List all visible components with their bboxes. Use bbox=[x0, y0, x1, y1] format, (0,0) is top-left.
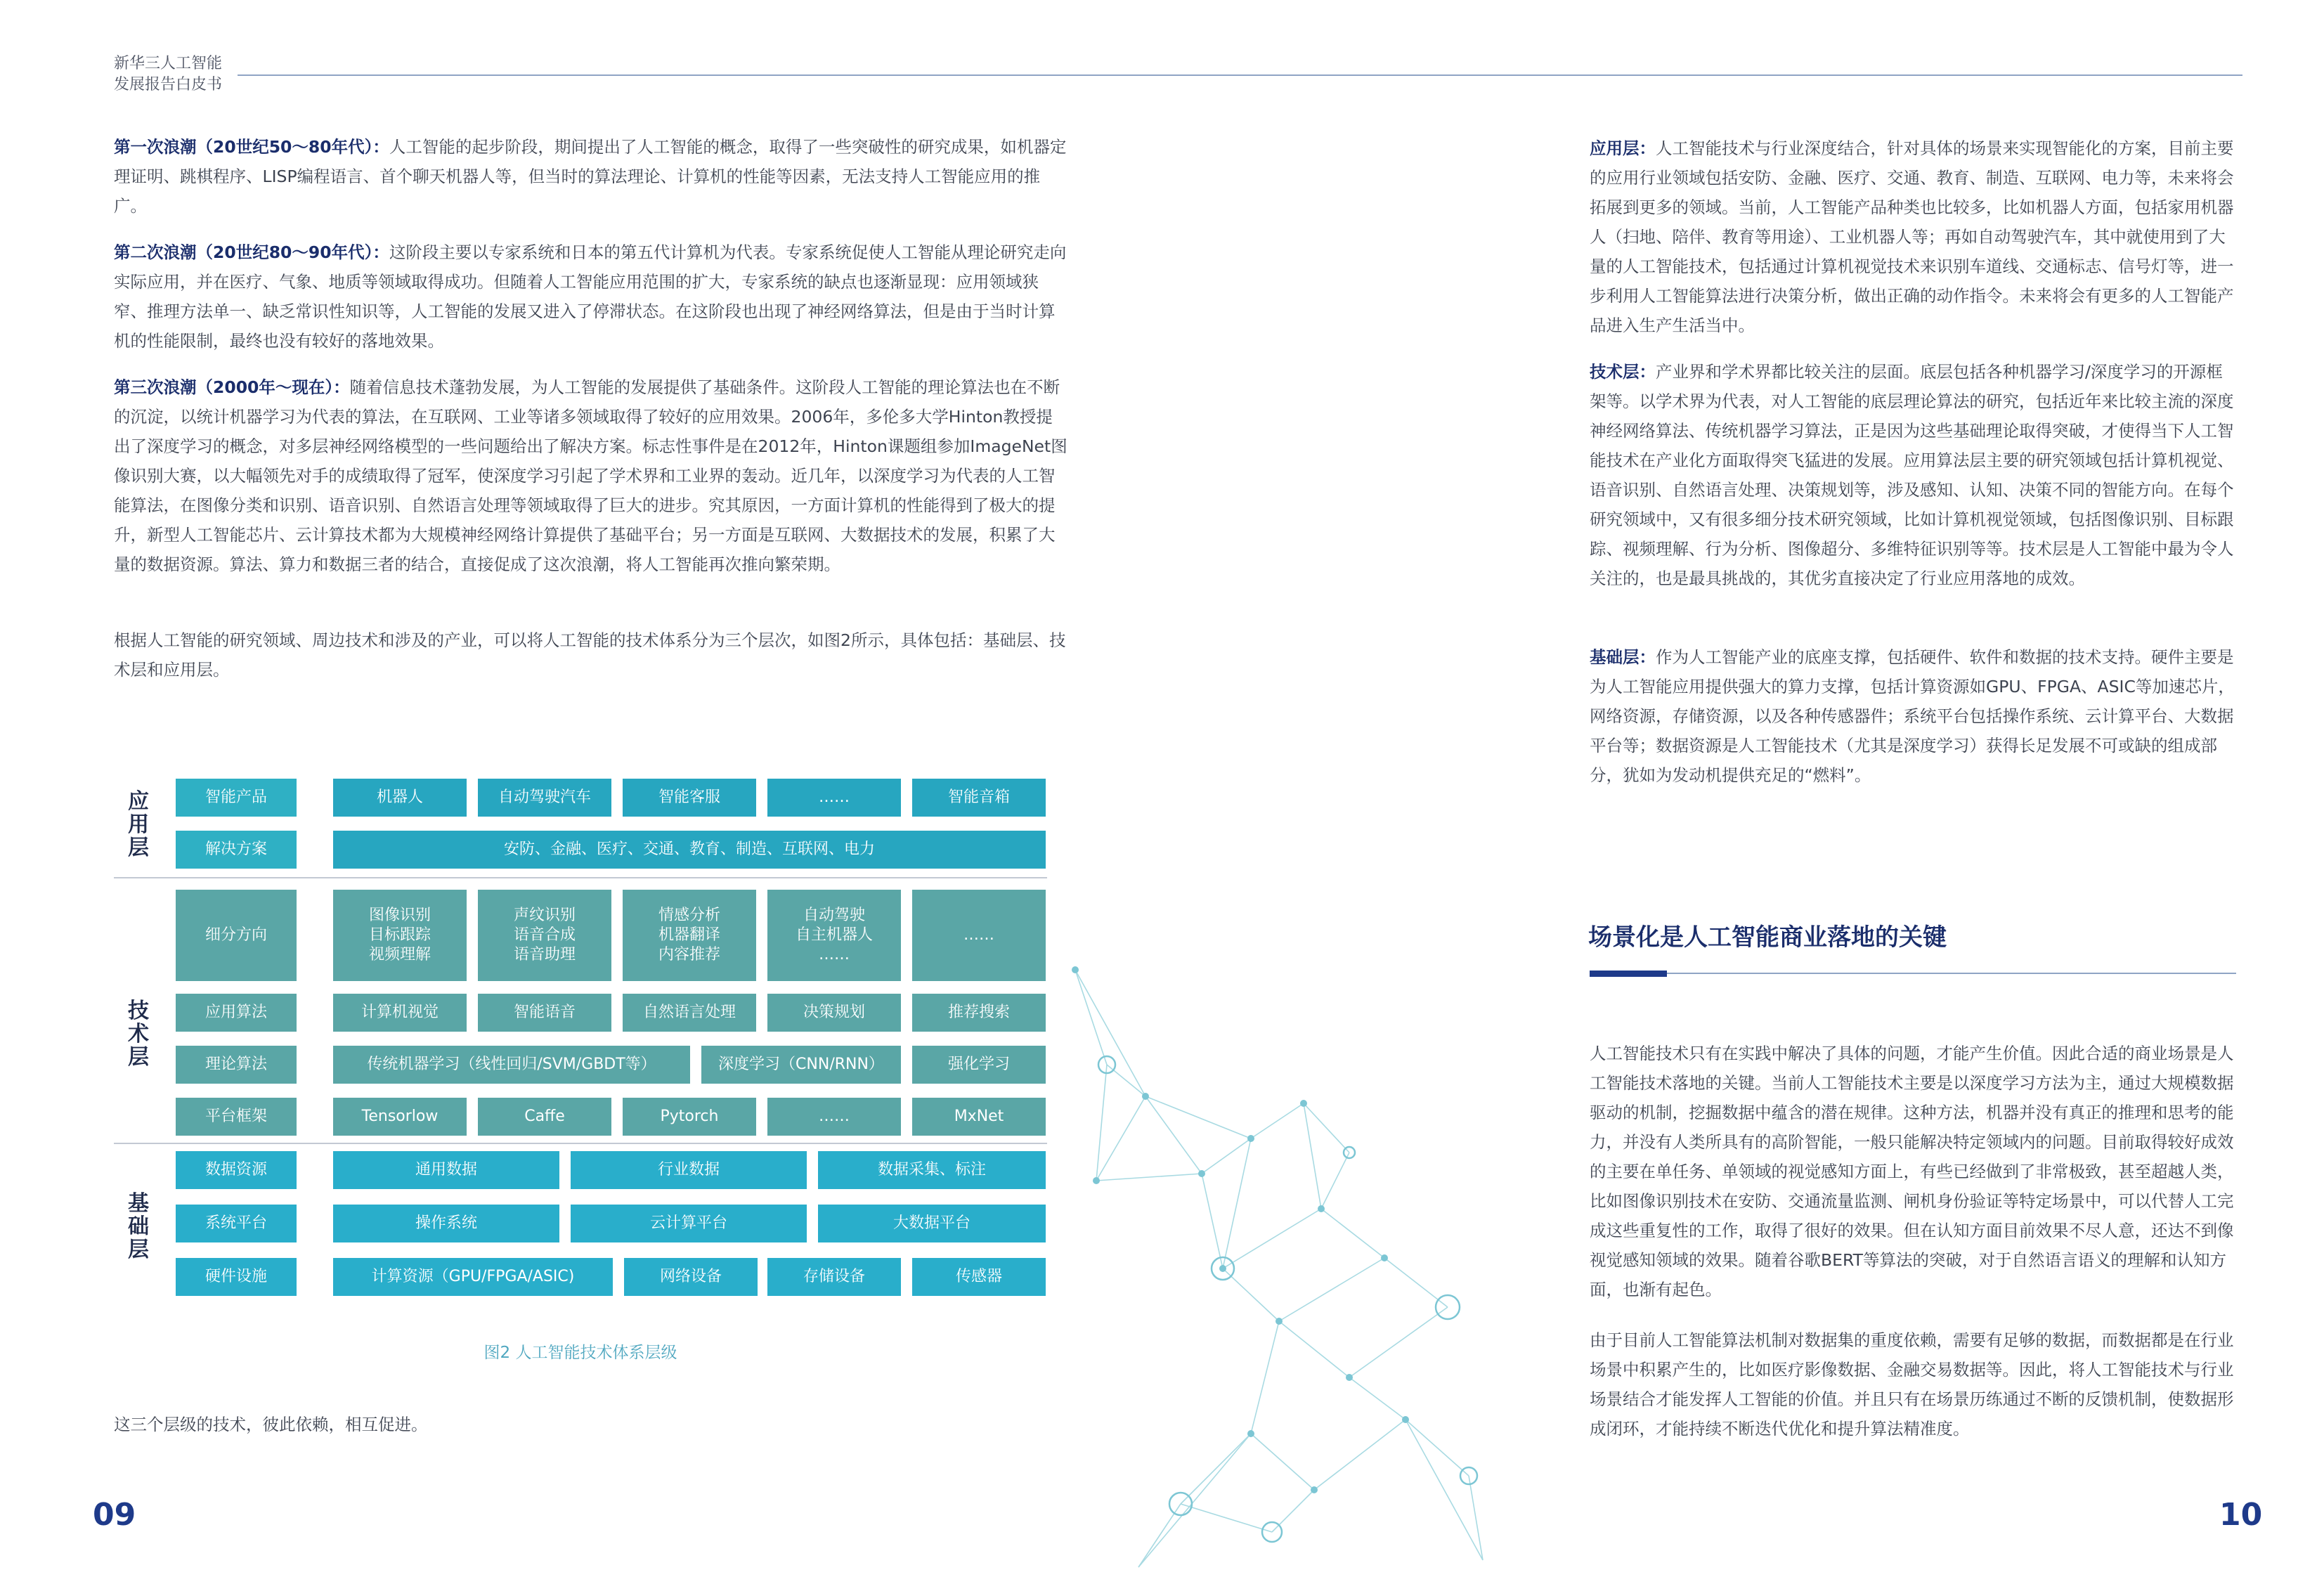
cell-nlp: 自然语言处理 bbox=[623, 994, 756, 1032]
second-wave-title: 第二次浪潮（20世纪80～90年代）： bbox=[114, 242, 389, 262]
application-layer-text: 人工智能技术与行业深度结合，针对具体的场景来实现智能化的方案，目前主要的应用行业领域包括安防、金融、医疗、交通、教育、制造、互联网、电力等，未来将会拓展到更多的领域。当前，人工智能产品种类也比较多，比如机器人方面，包括家用机器人（扫地、陪伴、教育等用途）、工业机器人等；再如自动驾驶汽车，其中就使用到了大量的人工智能技术，包括通过计算机视觉技术来识别车道线、交通标志、信号灯等，进一步利用人工智能算法进行决策分析，做出正确的动作指令。未来将会有更多的人工智能产品进入生产生活当中。 bbox=[1590, 138, 2234, 335]
paragraph-scenario-value: 人工智能技术只有在实践中解决了具体的问题，才能产生价值。因此合适的商业场景是人工智能技术落地的关键。当前人工智能技术主要是以深度学习方法为主，通过大规模数据驱动的机制，挖掘数据中蕴含的潜在规律。这种方法，机器并没有真正的推理和思考的能力，并没有人类所具有的高阶智能，一般只能解决特定领域内的问题。目前取得较好成效的主要在单任务、单领域的视觉感知方面上，有些已经做到了非常极致，甚至超越人类，比如图像识别技术在安防、交通流量监测、闸机身份验证等特定场景中，可以代替人工完成这些重复性的工作，取得了很好的效果。但在认知方面目前效果不尽人意，还达不到像视觉感知领域的效果。随着谷歌BERT等算法的突破，对于自然语言语义的理解和认知方面，也渐有起色。 bbox=[1590, 1044, 2234, 1299]
report-header bbox=[114, 53, 222, 96]
first-wave-text: 人工智能的起步阶段，期间提出了人工智能的概念，取得了一些突破性的研究成果，如机器定理证明、跳棋程序、LISP编程语言、首个聊天机器人等，但当时的算法理论、计算机的性能等因素，无法支持人工智能应用的推广。 bbox=[114, 137, 1067, 216]
row-label-theory-algorithms: 理论算法 bbox=[176, 1046, 297, 1084]
row-label-smart-products: 智能产品 bbox=[176, 779, 297, 817]
cell-more-directions: …… bbox=[912, 890, 1046, 981]
third-wave-title: 第三次浪潮（2000年～现在）： bbox=[114, 377, 350, 397]
cell-vision-directions: 图像识别 目标跟踪 视频理解 bbox=[333, 890, 467, 981]
cell-smart-speaker: 智能音箱 bbox=[912, 779, 1046, 817]
cell-general-data: 通用数据 bbox=[333, 1151, 559, 1189]
cell-compute-resources: 计算资源（GPU/FPGA/ASIC) bbox=[333, 1258, 613, 1296]
paragraph-third-wave bbox=[114, 372, 1068, 579]
cell-framework-ellipsis: …… bbox=[767, 1098, 901, 1136]
cell-smart-voice: 智能语音 bbox=[478, 994, 611, 1032]
third-wave-text: 随着信息技术蓬勃发展，为人工智能的发展提供了基础条件。这阶段人工智能的理论算法也在不断的沉淀，以统计机器学习为代表的算法，在互联网、工业等诸多领域取得了较好的应用效果。2006年，多伦多大学Hinton教授提出了深度学习的概念，对多层神经网络模型的一些问题给出了解决方案。标志性事件是在2012年，Hinton课题组参加ImageNet图像识别大赛，以大幅领先对手的成绩取得了冠军，使深度学习引起了学术界和工业界的轰动。近几年，以深度学习为代表的人工智能算法，在图像分类和识别、语音识别、自然语言处理等领域取得了巨大的进步。究其原因，一方面计算机的性能得到了极大的提升，新型人工智能芯片、云计算技术都为大规模神经网络计算提供了基础平台；另一方面是互联网、大数据技术的发展，积累了大量的数据资源。算法、算力和数据三者的结合，直接促成了这次浪潮，将人工智能再次推向繁荣期。 bbox=[114, 377, 1067, 574]
paragraph-first-wave bbox=[114, 132, 1068, 221]
cell-decision-directions: 自动驾驶 自主机器人 …… bbox=[767, 890, 901, 981]
cell-traditional-ml: 传统机器学习（线性回归/SVM/GBDT等） bbox=[333, 1046, 690, 1084]
cell-network-devices: 网络设备 bbox=[624, 1258, 758, 1296]
row-label-hardware: 硬件设施 bbox=[176, 1258, 297, 1296]
cell-nlp-directions: 情感分析 机器翻译 内容推荐 bbox=[623, 890, 756, 981]
paragraph-foundation-layer bbox=[1590, 642, 2236, 790]
figure-caption: 图2 人工智能技术体系层级 bbox=[483, 1344, 677, 1362]
cell-sensors: 传感器 bbox=[912, 1258, 1046, 1296]
row-label-sub-directions: 细分方向 bbox=[176, 890, 297, 981]
paragraph-interdependence: 这三个层级的技术，彼此依赖，相互促进。 bbox=[114, 1415, 428, 1434]
header-rule bbox=[238, 74, 2242, 76]
cell-recommend-search: 推荐搜索 bbox=[912, 994, 1046, 1032]
cell-data-collection: 数据采集、标注 bbox=[818, 1151, 1046, 1189]
cell-speech-directions: 声纹识别 语音合成 语音助理 bbox=[478, 890, 611, 981]
cell-storage-devices: 存储设备 bbox=[767, 1258, 901, 1296]
cell-deep-learning: 深度学习（CNN/RNN） bbox=[701, 1046, 901, 1084]
paragraph-application-layer bbox=[1590, 134, 2236, 340]
foundation-layer-text: 作为人工智能产业的底座支撑，包括硬件、软件和数据的技术支持。硬件主要是为人工智能应用提供强大的算力支撑，包括计算资源如GPU、FPGA、ASIC等加速芯片，网络资源，存储资源，以及各种传感器件；系统平台包括操作系统、云计算平台、大数据平台等；数据资源是人工智能技术（尤其是深度学习）获得长足发展不可或缺的组成部分，犹如为发动机提供充足的“燃料”。 bbox=[1590, 647, 2235, 785]
second-wave-text: 这阶段主要以专家系统和日本的第五代计算机为代表。专家系统促使人工智能从理论研究走向实际应用，并在医疗、气象、地质等领域取得成功。但随着人工智能应用范围的扩大，专家系统的缺点也逐渐显现：应用领域狭窄、推理方法单一、缺乏常识性知识等，人工智能的发展又进入了停滞状态。在这阶段也出现了神经网络算法，但是由于当时计算机的性能限制，最终也没有较好的落地效果。 bbox=[114, 242, 1067, 351]
side-label-foundation bbox=[114, 1192, 163, 1261]
page-number-left: 09 bbox=[93, 1497, 136, 1533]
cell-robot: 机器人 bbox=[333, 779, 467, 817]
cell-industries: 安防、金融、医疗、交通、教育、制造、互联网、电力 bbox=[333, 831, 1046, 869]
section-title-rule bbox=[1590, 973, 2236, 974]
row-label-data-resources: 数据资源 bbox=[176, 1151, 297, 1189]
cell-computer-vision: 计算机视觉 bbox=[333, 994, 467, 1032]
header-line-2: 发展报告白皮书 bbox=[114, 76, 223, 93]
paragraph-technology-layer bbox=[1590, 357, 2236, 593]
cell-tensorflow: Tensorlow bbox=[333, 1098, 467, 1136]
row-label-solutions: 解决方案 bbox=[176, 831, 297, 869]
row-label-system-platform: 系统平台 bbox=[176, 1205, 297, 1242]
cell-mxnet: MxNet bbox=[912, 1098, 1046, 1136]
cell-pytorch: Pytorch bbox=[623, 1098, 756, 1136]
cell-operating-system: 操作系统 bbox=[333, 1205, 559, 1242]
first-wave-title: 第一次浪潮（20世纪50～80年代）： bbox=[114, 137, 389, 157]
side-label-foundation-text: 基础层 bbox=[128, 1191, 149, 1262]
side-label-application bbox=[114, 790, 163, 859]
cell-ellipsis: …… bbox=[767, 779, 901, 817]
technology-layer-title: 技术层： bbox=[1590, 362, 1656, 382]
row-label-application-algorithms: 应用算法 bbox=[176, 994, 297, 1032]
header-line-1: 新华三人工智能 bbox=[114, 55, 223, 72]
side-label-technology bbox=[114, 999, 163, 1069]
paragraph-tech-system: 根据人工智能的研究领域、周边技术和涉及的产业，可以将人工智能的技术体系分为三个层次，如图2所示，具体包括：基础层、技术层和应用层。 bbox=[114, 630, 1066, 680]
side-label-application-text: 应用层 bbox=[128, 789, 149, 860]
cell-cloud-platform: 云计算平台 bbox=[571, 1205, 807, 1242]
cell-smart-customer-service: 智能客服 bbox=[623, 779, 756, 817]
paragraph-second-wave bbox=[114, 238, 1068, 356]
technology-layer-text: 产业界和学术界都比较关注的层面。底层包括各种机器学习/深度学习的开源框架等。以学术界为代表，对人工智能的底层理论算法的研究，包括近年来比较主流的深度神经网络算法、传统机器学习算法，正是因为这些基础理论取得突破，才使得当下人工智能技术在产业化方面取得突飞猛进的发展。应用算法层主要的研究领域包括计算机视觉、语音识别、自然语言处理、决策规划等，涉及感知、认知、决策不同的智能方向。在每个研究领域中，又有很多细分技术研究领域，比如计算机视觉领域，包括图像识别、目标跟踪、视频理解、行为分析、图像超分、多维特征识别等等。技术层是人工智能中最为令人关注的，也是最具挑战的，其优劣直接决定了行业应用落地的成效。 bbox=[1590, 362, 2234, 588]
layer-separator-2 bbox=[114, 1143, 1047, 1144]
ai-tech-layer-diagram bbox=[114, 776, 1047, 1307]
page-number-right: 10 bbox=[2219, 1497, 2263, 1533]
section-title: 场景化是人工智能商业落地的关键 bbox=[1588, 923, 1947, 952]
paragraph-data-dependence: 由于目前人工智能算法机制对数据集的重度依赖，需要有足够的数据，而数据都是在行业场景中积累产生的，比如医疗影像数据、金融交易数据等。因此，将人工智能技术与行业场景结合才能发挥人工智能的价值。并且只有在场景历练通过不断的反馈机制，使数据形成闭环，才能持续不断迭代优化和提升算法精准度。 bbox=[1590, 1330, 2234, 1439]
network-decoration-graphic bbox=[1054, 956, 1560, 1577]
section-title-accent-bar bbox=[1590, 971, 1667, 977]
layer-separator-1 bbox=[114, 877, 1047, 878]
cell-bigdata-platform: 大数据平台 bbox=[818, 1205, 1046, 1242]
cell-industry-data: 行业数据 bbox=[571, 1151, 807, 1189]
cell-autonomous-car: 自动驾驶汽车 bbox=[478, 779, 611, 817]
foundation-layer-title: 基础层： bbox=[1590, 647, 1656, 667]
side-label-technology-text: 技术层 bbox=[128, 999, 149, 1070]
cell-caffe: Caffe bbox=[478, 1098, 611, 1136]
row-label-platform-frameworks: 平台框架 bbox=[176, 1098, 297, 1136]
cell-decision-planning: 决策规划 bbox=[767, 994, 901, 1032]
application-layer-title: 应用层： bbox=[1590, 138, 1656, 158]
cell-reinforcement-learning: 强化学习 bbox=[912, 1046, 1046, 1084]
